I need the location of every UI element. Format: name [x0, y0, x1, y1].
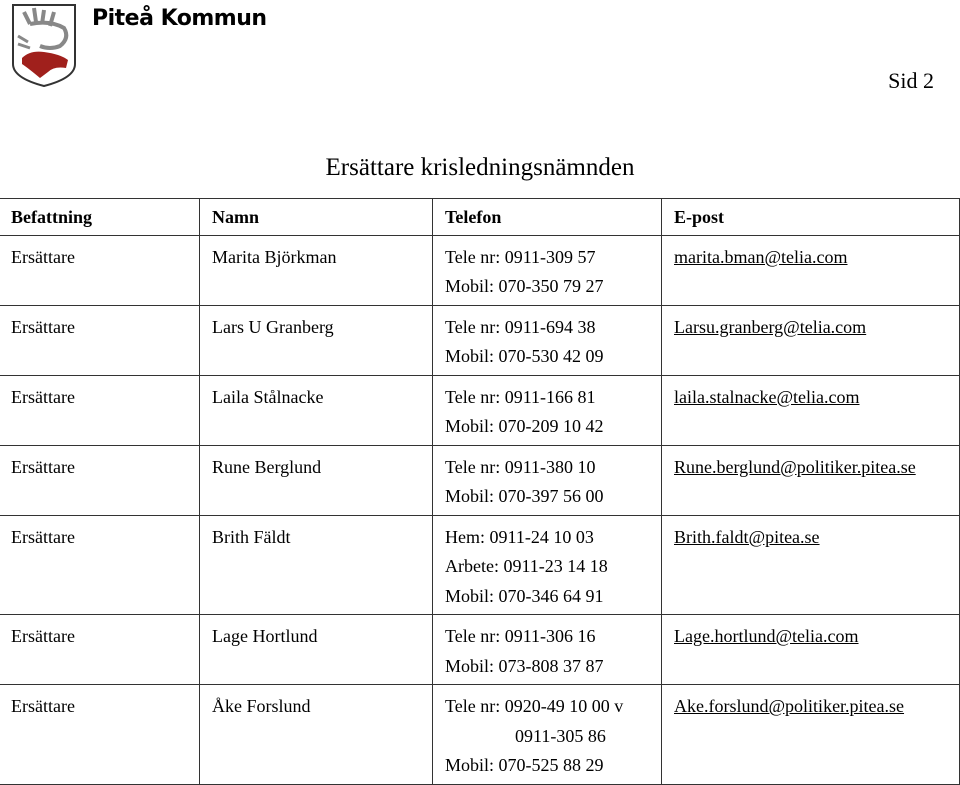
table-row: [0, 235, 960, 305]
name-cell: Lage Hortlund: [200, 615, 433, 685]
email-link[interactable]: Rune.berglund@politiker.pitea.se: [674, 456, 916, 477]
role-cell: Ersättare: [0, 685, 200, 785]
phone-line: Mobil: 073-808 37 87: [445, 655, 604, 676]
email-cell: [662, 685, 960, 785]
table-row: [0, 685, 960, 785]
name-cell: Marita Björkman: [200, 235, 433, 305]
column-header-role: Befattning: [0, 199, 200, 236]
brand-name: Piteå Kommun: [92, 6, 267, 31]
email-cell: [662, 235, 960, 305]
email-link[interactable]: Brith.faldt@pitea.se: [674, 526, 820, 547]
phone-line: Tele nr: 0911-694 38: [445, 316, 596, 337]
column-header-phone: Telefon: [433, 199, 662, 236]
table-row: [0, 615, 960, 685]
name-cell: Lars U Granberg: [200, 305, 433, 375]
phone-line: Mobil: 070-397 56 00: [445, 486, 604, 506]
phone-line: Mobil: 070-350 79 27: [445, 276, 604, 296]
phone-line: Mobil: 070-209 10 42: [445, 416, 604, 436]
page-title: Ersättare krisledningsnämnden: [325, 154, 635, 181]
phone-line: Tele nr: 0911-166 81: [445, 386, 596, 407]
phone-line: Mobil: 070-346 64 91: [445, 585, 604, 606]
phone-cell: [433, 515, 662, 615]
table-row: [0, 515, 960, 615]
email-cell: [662, 375, 960, 445]
email-link[interactable]: marita.bman@telia.com: [674, 246, 848, 267]
email-link[interactable]: Ake.forslund@politiker.pitea.se: [674, 696, 905, 716]
column-header-name: Namn: [200, 199, 433, 236]
name-cell: Brith Fäldt: [200, 515, 433, 615]
role-cell: Ersättare: [0, 305, 200, 375]
name-cell: Rune Berglund: [200, 445, 433, 515]
phone-line: Mobil: 070-530 42 09: [445, 346, 604, 366]
phone-cell: [433, 305, 662, 375]
role-cell: Ersättare: [0, 445, 200, 515]
email-link[interactable]: Lage.hortlund@telia.com: [674, 626, 859, 646]
email-cell: [662, 515, 960, 615]
phone-cell: [433, 235, 662, 305]
substitutes-table: [0, 198, 960, 785]
phone-line: Tele nr: 0911-306 16: [445, 626, 596, 646]
email-cell: [662, 445, 960, 515]
phone-cell: [433, 685, 662, 785]
role-cell: Ersättare: [0, 515, 200, 615]
logo: [10, 2, 267, 88]
phone-cell: [433, 615, 662, 685]
table-row: [0, 305, 960, 375]
phone-line: 0911-305 86: [515, 725, 606, 746]
table-row: [0, 445, 960, 515]
column-header-email: E-post: [662, 199, 960, 236]
phone-cell: [433, 445, 662, 515]
phone-line: Arbete: 0911-23 14 18: [445, 556, 608, 576]
email-cell: [662, 615, 960, 685]
phone-line: Tele nr: 0911-309 57: [445, 246, 596, 267]
phone-line: Mobil: 070-525 88 29: [445, 755, 604, 775]
phone-line: Hem: 0911-24 10 03: [445, 526, 594, 547]
phone-cell: [433, 375, 662, 445]
role-cell: Ersättare: [0, 615, 200, 685]
email-cell: [662, 305, 960, 375]
name-cell: Laila Stålnacke: [200, 375, 433, 445]
name-cell: Åke Forslund: [200, 685, 433, 785]
role-cell: Ersättare: [0, 235, 200, 305]
table-header-row: [0, 199, 960, 236]
page-number: Sid 2: [888, 68, 934, 93]
role-cell: Ersättare: [0, 375, 200, 445]
email-link[interactable]: Larsu.granberg@telia.com: [674, 316, 867, 337]
phone-line: Tele nr: 0920-49 10 00 v: [445, 696, 624, 716]
table-row: [0, 375, 960, 445]
email-link[interactable]: laila.stalnacke@telia.com: [674, 386, 860, 407]
reindeer-shield-icon: [10, 2, 78, 88]
phone-line: Tele nr: 0911-380 10: [445, 456, 596, 477]
